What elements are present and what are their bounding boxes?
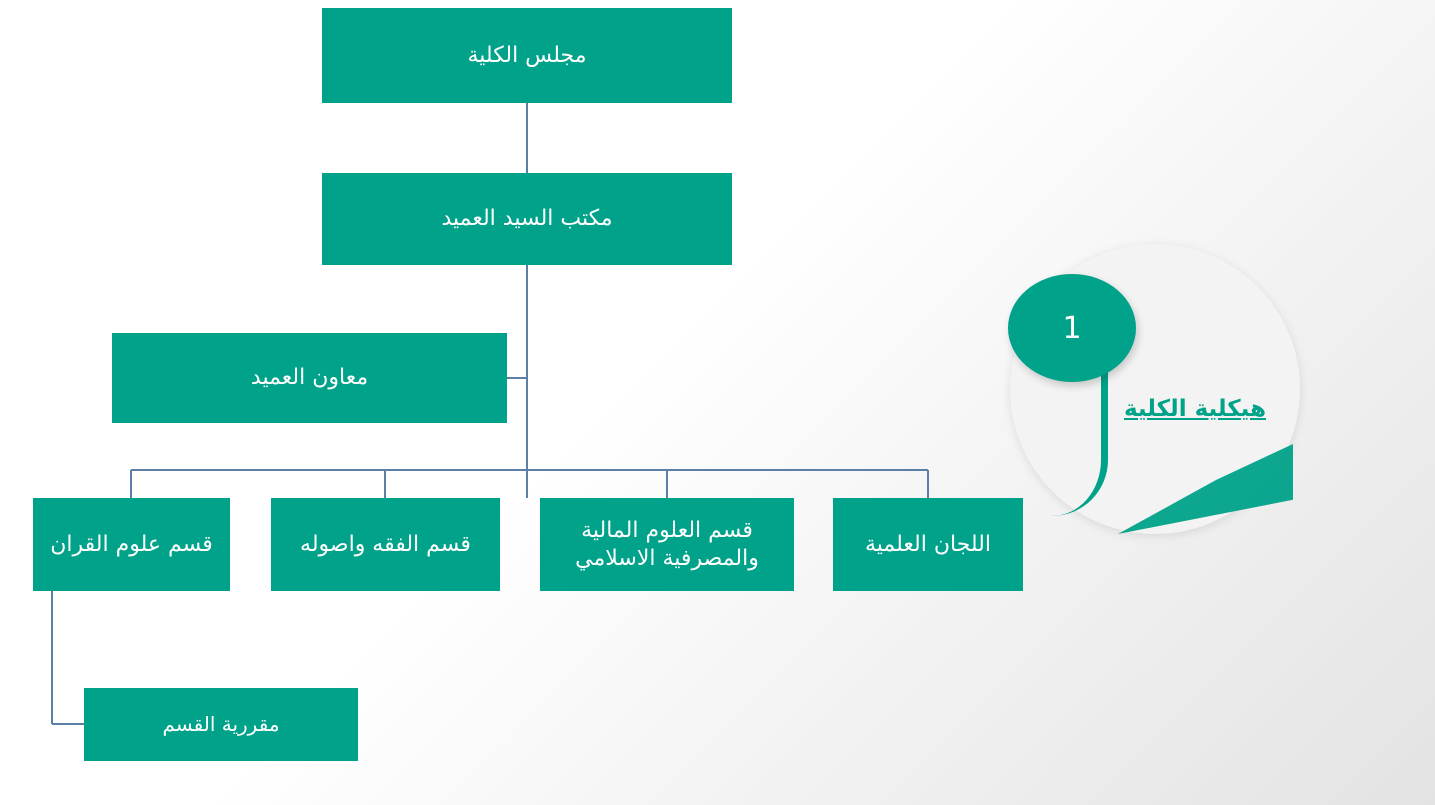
node-department-fiqh[interactable] xyxy=(271,498,500,591)
node-label: مقررية القسم xyxy=(162,712,280,736)
node-dean-office[interactable] xyxy=(322,173,732,265)
node-label: قسم الفقه واصوله xyxy=(300,531,471,557)
node-label: مجلس الكلية xyxy=(467,42,587,68)
node-label: قسم علوم القران xyxy=(50,531,213,557)
node-label: قسم العلوم المالية والمصرفية الاسلامي xyxy=(575,518,759,571)
node-label: اللجان العلمية xyxy=(864,531,992,557)
node-department-course-coordination[interactable] xyxy=(84,688,358,761)
node-department-islamic-finance[interactable] xyxy=(540,498,794,591)
node-college-council[interactable] xyxy=(322,8,732,103)
badge-number-label: 1 xyxy=(1062,310,1082,346)
badge-number xyxy=(1008,274,1136,382)
node-label: معاون العميد xyxy=(250,365,369,391)
node-label: مكتب السيد العميد xyxy=(441,206,613,232)
title-badge xyxy=(990,236,1320,536)
node-assistant-dean[interactable] xyxy=(112,333,507,423)
badge-title-label: هيكلية الكلية xyxy=(1123,396,1267,422)
node-department-quran-sciences[interactable] xyxy=(33,498,230,591)
